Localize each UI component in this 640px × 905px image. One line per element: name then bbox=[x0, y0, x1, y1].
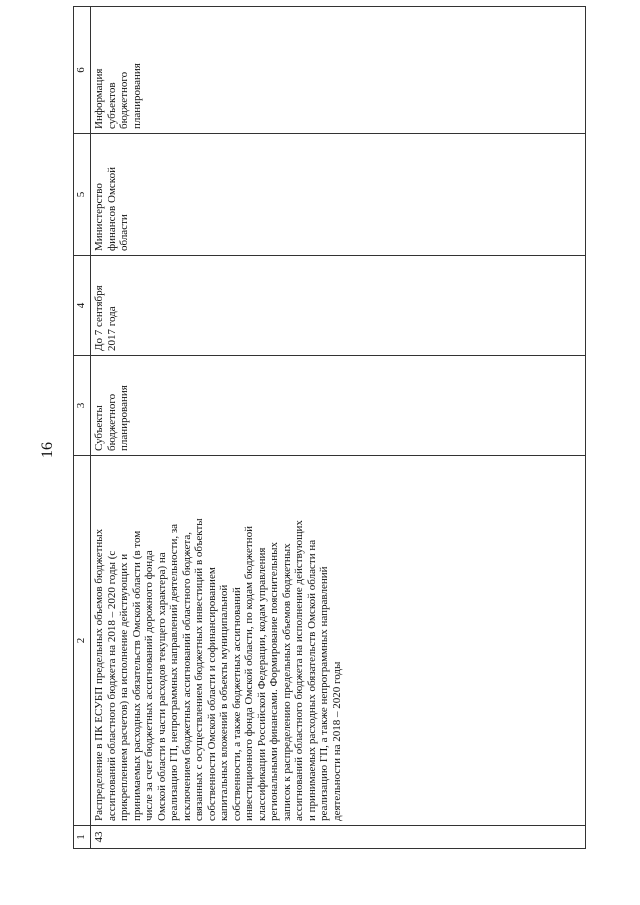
row-deadline: До 7 сентября 2017 года bbox=[91, 256, 586, 356]
page-number: 16 bbox=[39, 442, 56, 458]
header-row bbox=[74, 7, 91, 849]
header-col-6: 6 bbox=[74, 7, 91, 134]
header-col-2: 2 bbox=[74, 456, 91, 826]
rotated-table bbox=[73, 37, 586, 849]
table-row bbox=[91, 7, 586, 849]
plan-table bbox=[73, 6, 586, 849]
row-recipient: Министерство финансов Омской области bbox=[91, 134, 586, 256]
table-container bbox=[73, 37, 586, 849]
header-col-4: 4 bbox=[74, 256, 91, 356]
header-col-1: 1 bbox=[74, 826, 91, 849]
row-number: 43 bbox=[91, 826, 586, 849]
row-form: Информация субъектов бюджетного планирования bbox=[91, 7, 586, 134]
header-col-5: 5 bbox=[74, 134, 91, 256]
row-description: Распределение в ПК ЕСУБП предельных объемов бюджетных ассигнований областного бюджета на 2018 – 2020 годы (с прикреплением расчетов) на исполнение действующих и принимаемых расходных обязательств Омской области (в том числе за счет бюджетных ассигнований дорожного фонда Омской области в части расходов текущего характера) на реализацию ГП, непрограммных направлений деятельности, за исключением бюджетных ассигнований областного бюджета, связанных с осуществлением бюджетных инвестиций в объекты собственности Омской области и софинансированием капитальных вложений в объекты муниципальной собственности, а также бюджетных ассигнований инвестиционного фонда Омской области, по кодам бюджетной классификации Российской Федерации, кодам управления региональными финансами. Формирование пояснительных записок к распределению предельных объемов бюджетных ассигнований областного бюджета на исполнение действующих и принимаемых расходных обязательств Омской области на реализацию ГП, а также непрограммных направлений деятельности на 2018 – 2020 годы bbox=[91, 456, 586, 826]
header-col-3: 3 bbox=[74, 356, 91, 456]
row-executor: Субъекты бюджетного планирования bbox=[91, 356, 586, 456]
